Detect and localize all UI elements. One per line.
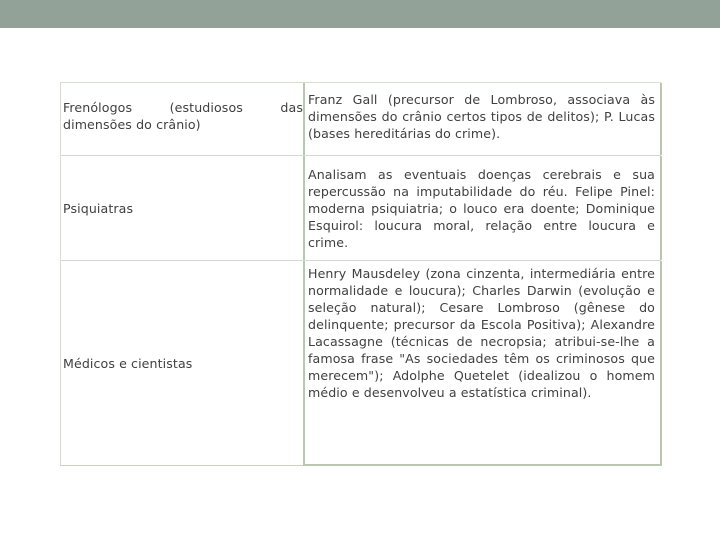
category-cell xyxy=(61,156,303,260)
category-cell xyxy=(61,83,303,155)
table-row xyxy=(61,156,661,261)
table-row xyxy=(61,261,661,466)
table-row xyxy=(61,83,661,156)
description-text: Analisam as eventuais doenças cerebrais e sua repercussão na imputabilidade do réu. Felipe Pinel: moderna psiquiatria; o louco era doente; Dominique Esquirol: loucura moral, relação entre loucura e crime. xyxy=(308,166,655,250)
description-cell xyxy=(303,83,662,155)
category-cell xyxy=(61,261,303,466)
description-cell xyxy=(303,156,662,260)
category-text: Médicos e cientistas xyxy=(63,356,193,371)
criminology-table xyxy=(60,82,661,466)
description-text: Henry Mausdeley (zona cinzenta, intermediária entre normalidade e loucura); Charles Darwin (evolução e seleção natural); Cesare Lombroso (gênese do delinquente; precursor da Escola Positiva); Alexandre Lacassagne (técnicas de necropsia; atribui-se-lhe a famosa frase "As sociedades têm os criminosos que merecem"); Adolphe Quetelet (idealizou o homem médio e desenvolveu a estatística criminal). xyxy=(308,265,655,400)
description-cell xyxy=(303,261,662,466)
slide-header-bar xyxy=(0,0,720,28)
category-text: Frenólogos (estudiosos das dimensões do crânio) xyxy=(63,100,303,132)
description-text: Franz Gall (precursor de Lombroso, associava às dimensões do crânio certos tipos de delitos); P. Lucas (bases hereditárias do crime). xyxy=(308,91,655,141)
category-text: Psiquiatras xyxy=(63,200,134,216)
